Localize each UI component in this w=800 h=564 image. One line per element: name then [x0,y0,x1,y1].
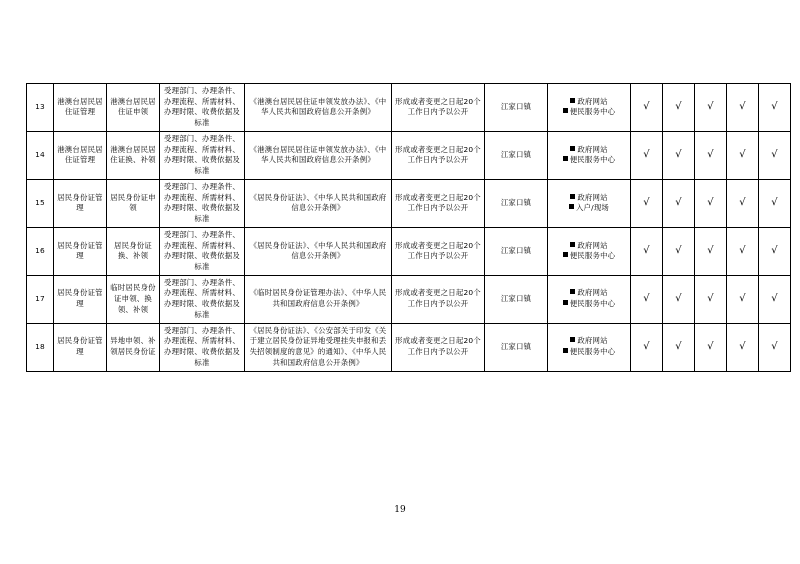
matter-item: 港澳台居民居住证换、补领 [107,131,160,179]
check-icon: √ [675,149,682,161]
disclosure-subject: 江家口镇 [485,275,548,323]
row-number: 18 [27,323,54,371]
row-number: 14 [27,131,54,179]
disclosure-time: 形成或者变更之日起20个工作日内予以公开 [392,84,485,132]
channel-line: 便民服务中心 [550,251,628,262]
mark-cell-1 [631,84,663,132]
channel-line: 政府网站 [550,336,628,347]
check-icon: √ [643,244,650,256]
disclosure-basis: 《临时居民身份证管理办法》、《中华人民共和国政府信息公开条例》 [245,275,392,323]
mark-cell-4 [727,84,759,132]
bullet-square-icon [563,156,568,161]
check-icon: √ [771,196,778,208]
mark-cell-5 [759,179,791,227]
mark-cell-5 [759,323,791,371]
check-icon: √ [707,101,714,113]
check-icon: √ [707,149,714,161]
matter-item: 居民身份证申领 [107,179,160,227]
disclosure-content: 受理部门、办理条件、办理流程、所需材料、办理时限、收费依据及标准 [160,131,245,179]
disclosure-content: 受理部门、办理条件、办理流程、所需材料、办理时限、收费依据及标准 [160,275,245,323]
disclosure-time: 形成或者变更之日起20个工作日内予以公开 [392,323,485,371]
disclosure-time: 形成或者变更之日起20个工作日内予以公开 [392,227,485,275]
table-row [27,275,791,323]
disclosure-content: 受理部门、办理条件、办理流程、所需材料、办理时限、收费依据及标准 [160,323,245,371]
disclosure-channel [548,323,631,371]
mark-cell-1 [631,275,663,323]
channel-line: 政府网站 [550,241,628,252]
check-icon: √ [707,340,714,352]
disclosure-channel [548,275,631,323]
mark-cell-4 [727,275,759,323]
bullet-square-icon [563,108,568,113]
mark-cell-4 [727,227,759,275]
check-icon: √ [771,340,778,352]
disclosure-channel [548,227,631,275]
disclosure-content: 受理部门、办理条件、办理流程、所需材料、办理时限、收费依据及标准 [160,84,245,132]
matter-name: 港澳台居民居住证管理 [54,131,107,179]
mark-cell-1 [631,131,663,179]
mark-cell-3 [695,179,727,227]
mark-cell-3 [695,323,727,371]
bullet-square-icon [570,194,575,199]
check-icon: √ [739,244,746,256]
check-icon: √ [739,292,746,304]
disclosure-subject: 江家口镇 [485,227,548,275]
check-icon: √ [739,340,746,352]
bullet-square-icon [570,146,575,151]
bullet-square-icon [569,204,574,209]
check-icon: √ [707,196,714,208]
disclosure-basis: 《居民身份证法》、《公安部关于印发《关于建立居民身份证异地受理挂失申报和丢失招领制度的意见》的通知》、《中华人民共和国政府信息公开条例》 [245,323,392,371]
disclosure-content: 受理部门、办理条件、办理流程、所需材料、办理时限、收费依据及标准 [160,179,245,227]
check-icon: √ [739,196,746,208]
disclosure-time: 形成或者变更之日起20个工作日内予以公开 [392,179,485,227]
check-icon: √ [771,292,778,304]
check-icon: √ [675,244,682,256]
channel-line: 便民服务中心 [550,347,628,358]
check-icon: √ [739,149,746,161]
disclosure-subject: 江家口镇 [485,323,548,371]
table-row [27,227,791,275]
disclosure-content: 受理部门、办理条件、办理流程、所需材料、办理时限、收费依据及标准 [160,227,245,275]
check-icon: √ [771,101,778,113]
channel-line: 便民服务中心 [550,299,628,310]
disclosure-basis: 《居民身份证法》、《中华人民共和国政府信息公开条例》 [245,179,392,227]
disclosure-subject: 江家口镇 [485,179,548,227]
check-icon: √ [739,101,746,113]
matter-item: 港澳台居民居住证申领 [107,84,160,132]
disclosure-table-wrapper [26,83,778,372]
mark-cell-4 [727,323,759,371]
check-icon: √ [675,196,682,208]
table-row [27,84,791,132]
mark-cell-2 [663,131,695,179]
bullet-square-icon [570,289,575,294]
disclosure-basis: 《居民身份证法》、《中华人民共和国政府信息公开条例》 [245,227,392,275]
disclosure-subject: 江家口镇 [485,131,548,179]
matter-item: 异地申领、补领居民身份证 [107,323,160,371]
disclosure-basis: 《港澳台居民居住证申领发放办法》、《中华人民共和国政府信息公开条例》 [245,131,392,179]
check-icon: √ [675,292,682,304]
mark-cell-2 [663,84,695,132]
mark-cell-1 [631,227,663,275]
check-icon: √ [643,196,650,208]
channel-line: 政府网站 [550,145,628,156]
mark-cell-2 [663,227,695,275]
check-icon: √ [707,292,714,304]
check-icon: √ [643,101,650,113]
row-number: 17 [27,275,54,323]
matter-name: 港澳台居民居住证管理 [54,84,107,132]
mark-cell-2 [663,179,695,227]
table-body [27,84,791,372]
disclosure-time: 形成或者变更之日起20个工作日内予以公开 [392,275,485,323]
disclosure-time: 形成或者变更之日起20个工作日内予以公开 [392,131,485,179]
mark-cell-1 [631,323,663,371]
matter-name: 居民身份证管理 [54,275,107,323]
channel-line: 便民服务中心 [550,155,628,166]
bullet-square-icon [570,337,575,342]
check-icon: √ [643,149,650,161]
check-icon: √ [643,340,650,352]
matter-name: 居民身份证管理 [54,323,107,371]
mark-cell-5 [759,227,791,275]
mark-cell-1 [631,179,663,227]
bullet-square-icon [570,242,575,247]
table-row [27,179,791,227]
check-icon: √ [643,292,650,304]
disclosure-channel [548,131,631,179]
matter-item: 临时居民身份证申领、换领、补领 [107,275,160,323]
mark-cell-2 [663,323,695,371]
mark-cell-3 [695,275,727,323]
check-icon: √ [771,244,778,256]
mark-cell-5 [759,84,791,132]
row-number: 13 [27,84,54,132]
check-icon: √ [675,340,682,352]
table-row [27,131,791,179]
channel-line: 政府网站 [550,288,628,299]
bullet-square-icon [563,348,568,353]
page-number: 19 [394,505,406,515]
check-icon: √ [675,101,682,113]
mark-cell-4 [727,131,759,179]
channel-line: 便民服务中心 [550,107,628,118]
mark-cell-3 [695,227,727,275]
bullet-square-icon [563,252,568,257]
matter-item: 居民身份证换、补领 [107,227,160,275]
check-icon: √ [771,149,778,161]
row-number: 16 [27,227,54,275]
matter-name: 居民身份证管理 [54,227,107,275]
mark-cell-4 [727,179,759,227]
matter-name: 居民身份证管理 [54,179,107,227]
disclosure-basis: 《港澳台居民居住证申领发放办法》、《中华人民共和国政府信息公开条例》 [245,84,392,132]
row-number: 15 [27,179,54,227]
bullet-square-icon [563,300,568,305]
channel-line: 政府网站 [550,193,628,204]
disclosure-subject: 江家口镇 [485,84,548,132]
channel-line: 入户/现场 [550,203,628,214]
mark-cell-3 [695,131,727,179]
table-row [27,323,791,371]
disclosure-channel [548,179,631,227]
mark-cell-5 [759,275,791,323]
channel-line: 政府网站 [550,97,628,108]
check-icon: √ [707,244,714,256]
mark-cell-3 [695,84,727,132]
mark-cell-2 [663,275,695,323]
disclosure-table [26,83,791,372]
mark-cell-5 [759,131,791,179]
bullet-square-icon [570,98,575,103]
disclosure-channel [548,84,631,132]
